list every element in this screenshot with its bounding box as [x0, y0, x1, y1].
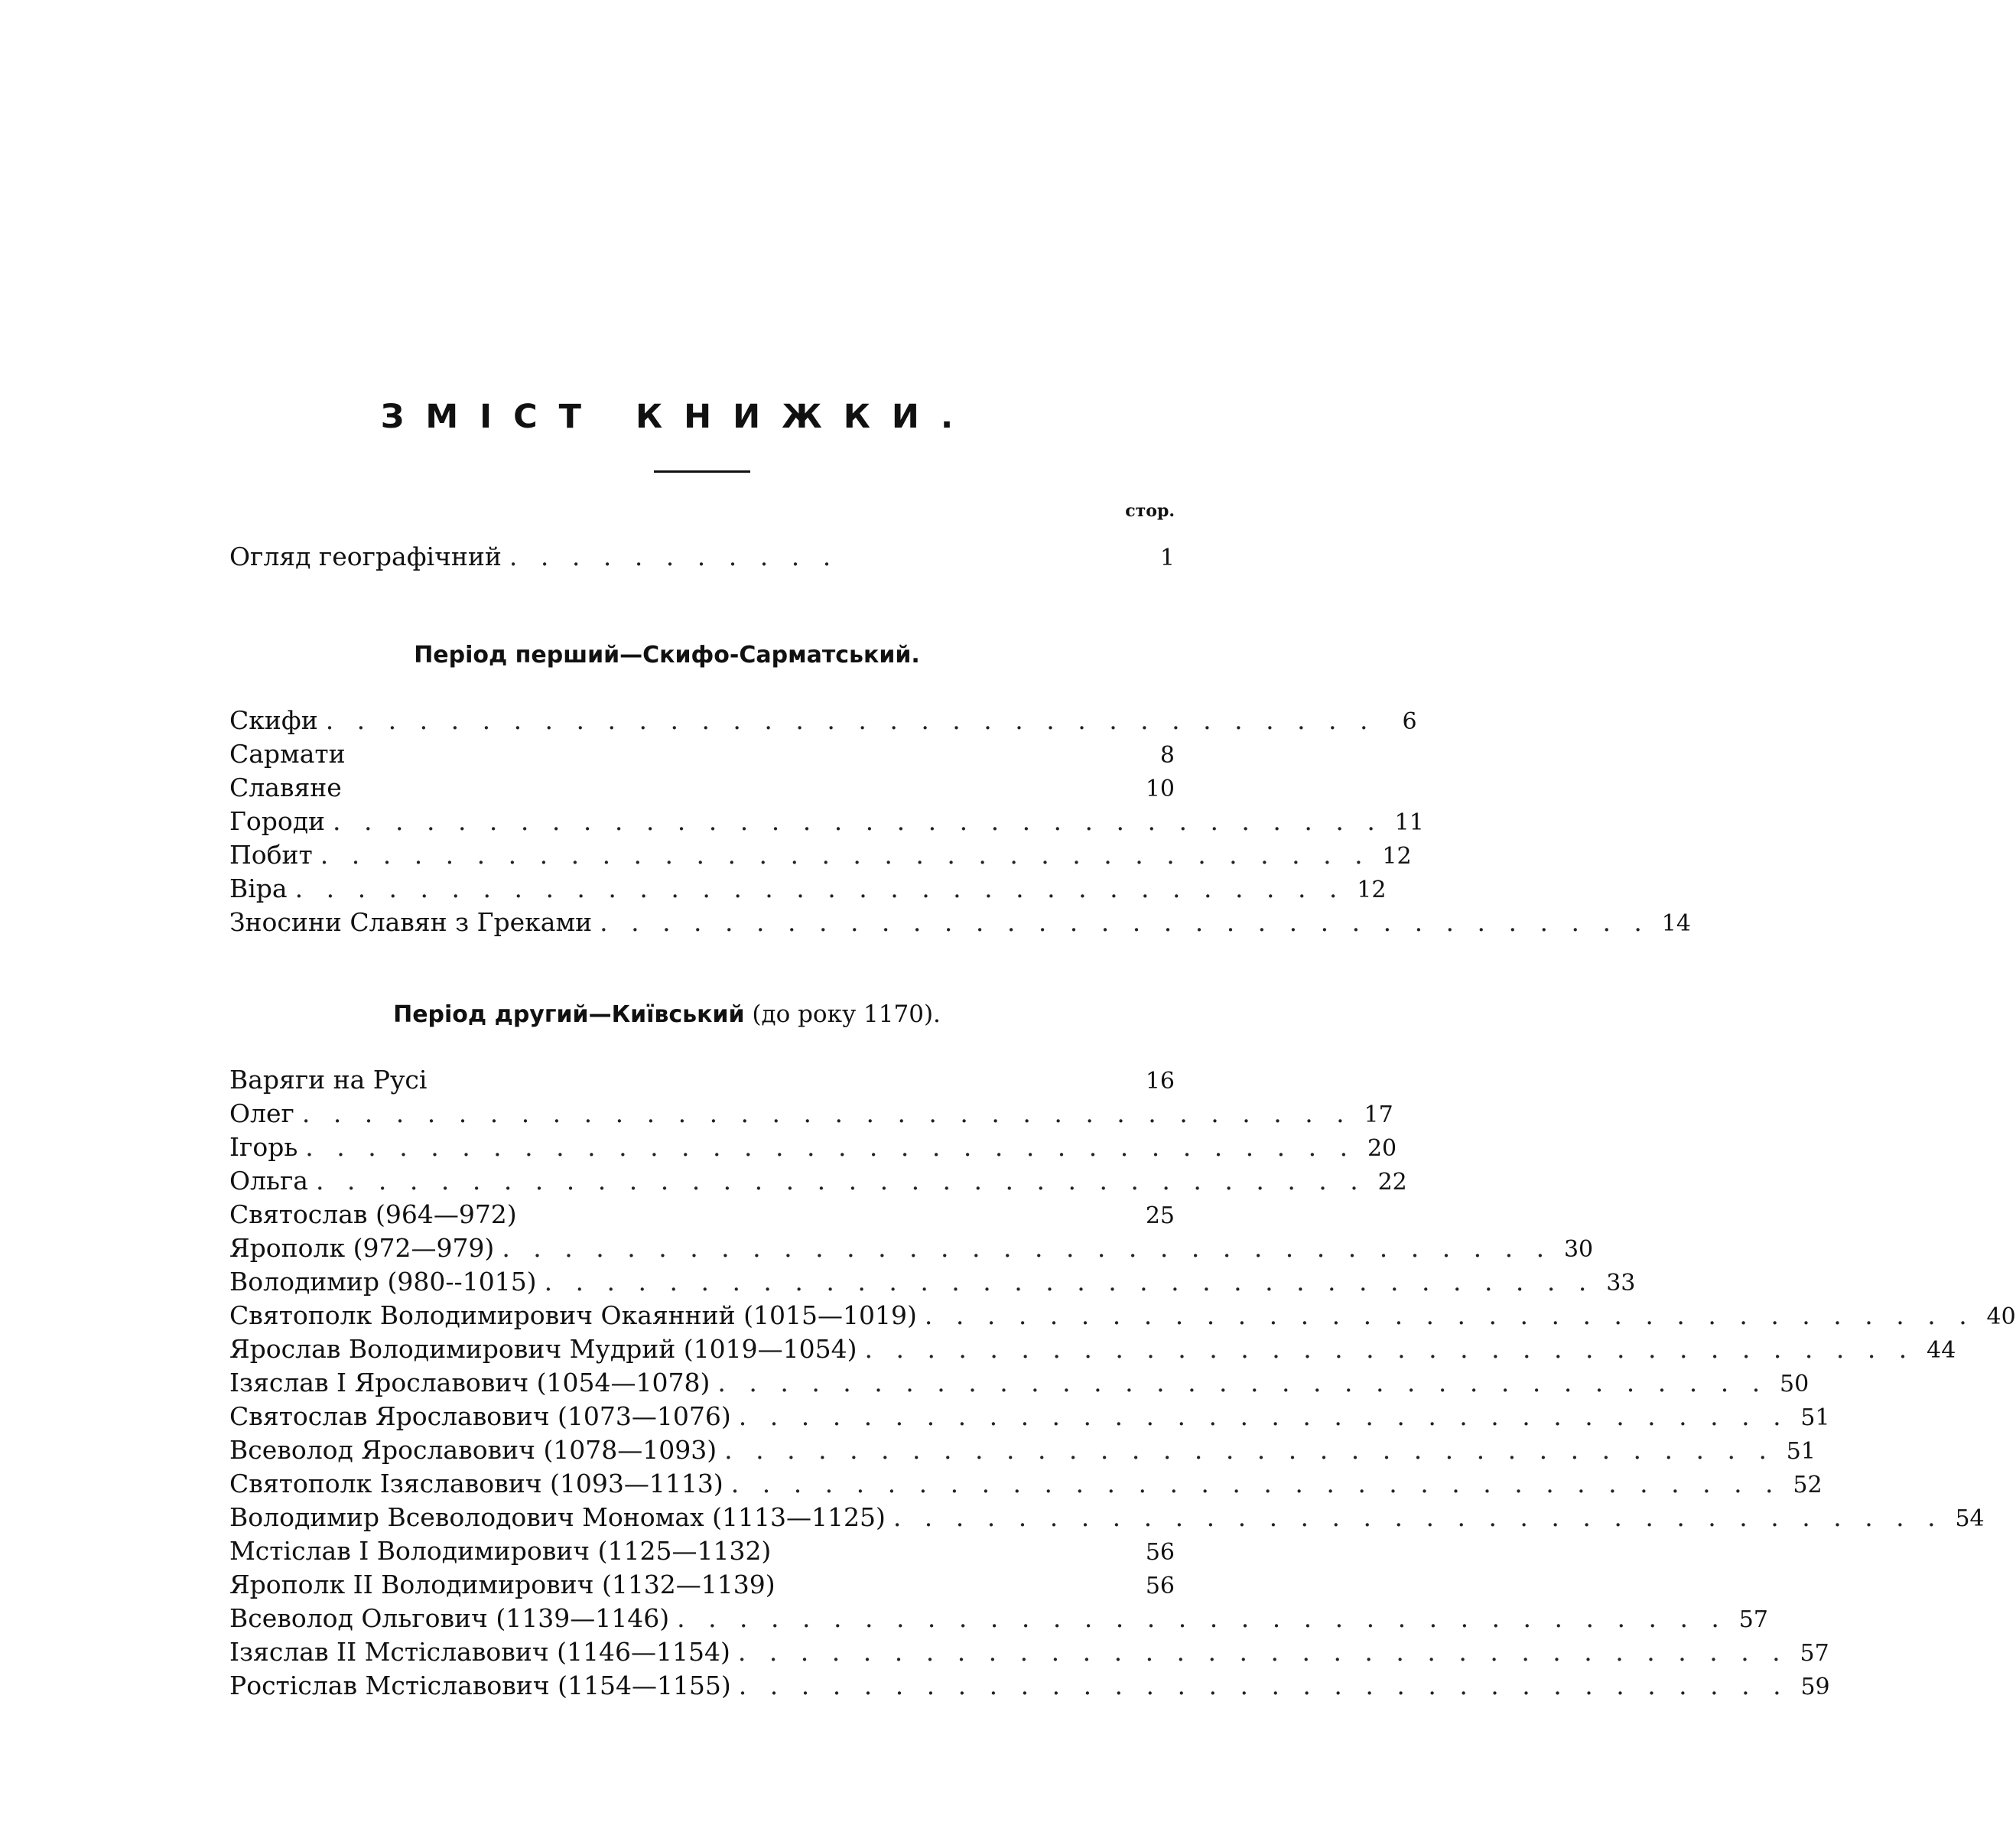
leader-dots: . . . . . . . . . . . . . . . . . . . . . . . . . . . . . . . . . . [737, 1637, 1788, 1667]
toc-page: 6 [1402, 708, 1417, 735]
toc-row [229, 906, 1691, 939]
toc-page: 56 [1145, 1573, 1175, 1599]
toc-label: Сармати [229, 739, 346, 769]
toc-row [229, 1501, 1985, 1534]
toc-page: 59 [1800, 1674, 1830, 1700]
toc-label: Ольга [229, 1166, 308, 1196]
toc-page: 22 [1377, 1169, 1407, 1196]
intro-entry [229, 540, 1175, 574]
toc-label: Ростіслав Мстіславович (1154—1155) [229, 1671, 731, 1700]
toc-page: 12 [1357, 877, 1387, 903]
toc-label: Ізяслав I Ярославович (1054—1078) [229, 1368, 710, 1397]
toc-page: 30 [1563, 1236, 1594, 1263]
toc-page: 57 [1738, 1606, 1768, 1633]
section2-entries [229, 1063, 2016, 1703]
toc-row [229, 1231, 1594, 1265]
toc-page: 11 [1394, 809, 1424, 836]
toc-page: 17 [1364, 1101, 1393, 1128]
toc-label: Олег [229, 1098, 294, 1128]
toc-label: Ярополк (972—979) [229, 1233, 495, 1263]
toc-page: 50 [1780, 1371, 1810, 1397]
toc-label: Побит [229, 840, 313, 870]
leader-dots: . . . . . . . . . . . . . . . . . . . . . . . . . . . . . . . . . . [893, 1502, 1943, 1532]
toc-label: Огляд географічний [229, 542, 502, 571]
toc-page: 57 [1800, 1640, 1829, 1667]
leader-dots: . . . . . . . . . . . . . . . . . . . . . . . . . . . . . . . . . . [301, 1098, 1352, 1128]
toc-page: 33 [1606, 1270, 1636, 1297]
leader-dots: . . . . . . . . . . . . . . . . . . . . . . . . . . . . . . . . . . [305, 1132, 1356, 1162]
leader-dots: . . . . . . . . . . . . . . . . . . . . . . . . . . . . . . . . . . [325, 705, 1376, 735]
toc-row [229, 1602, 1768, 1635]
leader-dots: . . . . . . . . . . . . . . . . . . . . . . . . . . . . . . . . . . [600, 907, 1650, 937]
toc-row [229, 872, 1387, 906]
toc-label: Славяне [229, 773, 342, 802]
toc-page: 10 [1145, 776, 1175, 802]
leader-dots: . . . . . . . . . . . . . . . . . . . . . . . . . . . . . . . . . . [864, 1334, 1915, 1364]
toc-label: Володимир (980--1015) [229, 1267, 537, 1297]
toc-label: Святослав (964—972) [229, 1199, 517, 1229]
leader-dots: . . . . . . . . . . . . . . . . . . . . . . . . . . . . . . . . . . [502, 1233, 1553, 1263]
toc-page: 12 [1382, 843, 1412, 870]
toc-label: Варяги на Русі [229, 1065, 428, 1095]
leader-dots: . . . . . . . . . . . . . . . . . . . . . . . . . . . . . . . . . . [294, 874, 1345, 903]
toc-row [229, 1433, 1816, 1467]
toc-row [229, 1534, 1175, 1568]
toc-page: 51 [1786, 1438, 1816, 1465]
toc-row [229, 1635, 1829, 1669]
toc-row [229, 1400, 1830, 1433]
title-rule [654, 470, 750, 473]
toc-row [229, 1299, 2016, 1332]
toc-page: 14 [1661, 910, 1691, 937]
toc-row [229, 1063, 1175, 1097]
section-heading-2 [0, 1000, 1334, 1028]
toc-page: 25 [1145, 1202, 1175, 1229]
toc-label: Мстіслав I Володимирович (1125—1132) [229, 1536, 772, 1566]
leader-dots: . . . . . . . . . . . . . . . . . . . . . . . . . . . . . . . . . . [677, 1603, 1727, 1633]
toc-label: Ігорь [229, 1132, 298, 1162]
toc-row [229, 1164, 1407, 1198]
toc-label: Святослав Ярославович (1073—1076) [229, 1401, 731, 1431]
toc-page: 52 [1793, 1472, 1823, 1498]
toc-label: Святополк Ізяславович (1093—1113) [229, 1469, 723, 1498]
toc-row [229, 1332, 1956, 1366]
page-column-header: стор. [1125, 501, 1175, 521]
toc-row [229, 1198, 1175, 1231]
leader-dots: . . . . . . . . . . . . . . . . . . . . . . . . . . . . . . . . . . [544, 1267, 1595, 1297]
toc-page: 51 [1800, 1404, 1830, 1431]
toc-page: 8 [1159, 742, 1175, 769]
toc-page: 56 [1145, 1539, 1175, 1566]
leader-dots: . . . . . . . . . . . . . . . . . . . . . . . . . . . . . . . . . . [320, 840, 1371, 870]
toc-label: Святополк Володимирович Окаянний (1015—1019) [229, 1300, 917, 1330]
toc-row [229, 838, 1412, 872]
toc-row [229, 805, 1424, 838]
leader-dots: . . . . . . . . . . . . . . . . . . . . . . . . . . . . . . . . . . [315, 1166, 1366, 1196]
toc-row [229, 1097, 1393, 1131]
toc-row [229, 1366, 1810, 1400]
leader-dots: . . . . . . . . . . . . . . . . . . . . . . . . . . . . . . . . . . [717, 1368, 1768, 1397]
leader-dots: . . . . . . . . . . . . . . . . . . . . . . . . . . . . . . . . . . [738, 1671, 1789, 1700]
section-heading-text: Період перший—Скифо-Сарматський. [414, 642, 920, 669]
toc-row [229, 1669, 1830, 1703]
section-heading-suffix: (до року 1170). [744, 1000, 941, 1028]
section1-entries [229, 704, 1691, 939]
toc-label: Зносини Славян з Греками [229, 907, 593, 937]
toc-label: Городи [229, 806, 326, 836]
toc-row [229, 704, 1417, 737]
toc-row [229, 1568, 1175, 1602]
leader-dots: . . . . . . . . . . . . . . . . . . . . . . . . . . . . . . . . . . [724, 1435, 1774, 1465]
section-heading-text: Період другий—Київський [393, 1001, 745, 1028]
toc-page: 40 [1986, 1303, 2016, 1330]
toc-row [229, 737, 1175, 771]
toc-row [229, 1467, 1823, 1501]
toc-label: Володимир Всеволодович Мономах (1113—1125) [229, 1502, 886, 1532]
toc-row [229, 1265, 1636, 1299]
toc-label: Всеволод Ольгович (1139—1146) [229, 1603, 670, 1633]
toc-page: 16 [1145, 1068, 1175, 1095]
toc-row [229, 771, 1175, 805]
section-heading-1 [0, 641, 1334, 669]
page-title: ЗМІСТ КНИЖКИ. [380, 398, 975, 436]
leader-dots: . . . . . . . . . . . . . . . . . . . . . . . . . . . . . . . . . . [730, 1469, 1781, 1498]
leader-dots: . . . . . . . . . . . . . . . . . . . . . . . . . . . . . . . . . . [333, 806, 1383, 836]
leader-dots: . . . . . . . . . . . [509, 542, 839, 571]
toc-page: 1 [1159, 545, 1175, 571]
toc-page: 54 [1955, 1505, 1985, 1532]
toc-label: Всеволод Ярославович (1078—1093) [229, 1435, 717, 1465]
toc-label: Ярополк II Володимирович (1132—1139) [229, 1570, 776, 1599]
toc-label: Скифи [229, 705, 318, 735]
toc-page: 20 [1367, 1135, 1397, 1162]
toc-label: Ізяслав II Мстіславович (1146—1154) [229, 1637, 730, 1667]
toc-row [229, 540, 1175, 574]
leader-dots: . . . . . . . . . . . . . . . . . . . . . . . . . . . . . . . . . . [924, 1300, 1975, 1330]
leader-dots: . . . . . . . . . . . . . . . . . . . . . . . . . . . . . . . . . . [738, 1401, 1789, 1431]
toc-row [229, 1131, 1397, 1164]
toc-label: Ярослав Володимирович Мудрий (1019—1054) [229, 1334, 857, 1364]
toc-page: 44 [1927, 1337, 1956, 1364]
toc-label: Віра [229, 874, 288, 903]
